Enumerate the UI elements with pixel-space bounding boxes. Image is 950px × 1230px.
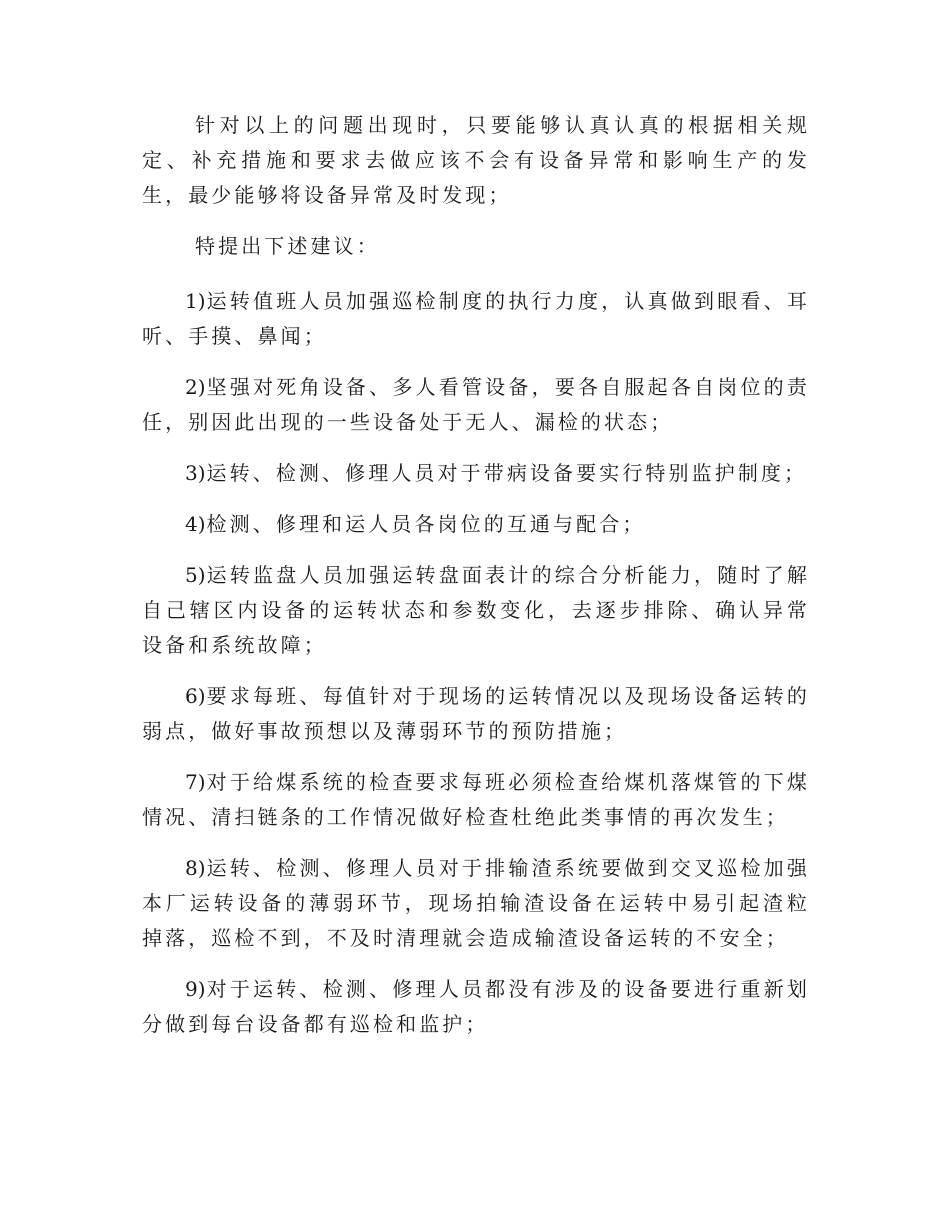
list-item-text: 运转值班人员加强巡检制度的执行力度，认真做到眼看、耳听、手摸、鼻闻； xyxy=(142,289,810,348)
list-item-text: 对于给煤系统的检查要求每班必须检查给煤机落煤管的下煤情况、清扫链条的工作情况做好检查杜绝此类事情的再次发生； xyxy=(142,770,810,829)
list-item-number: 8) xyxy=(185,856,206,880)
document-page xyxy=(142,108,810,1058)
list-item-text: 运转监盘人员加强运转盘面表计的综合分析能力，随时了解自己辖区内设备的运转状态和参数变化，去逐步排除、确认异常设备和系统故障； xyxy=(142,563,810,657)
list-item xyxy=(142,456,810,491)
intro-paragraph: 针对以上的问题出现时，只要能够认真认真的根据相关规定、补充措施和要求去做应该不会有设备异常和影响生产的发生，最少能够将设备异常及时发现； xyxy=(142,113,810,207)
list-item-text: 对于运转、检测、修理人员都没有涉及的设备要进行重新划分做到每台设备都有巡检和监护； xyxy=(142,977,810,1036)
list-item-number: 3) xyxy=(185,461,206,485)
list-item-text: 坚强对死角设备、多人看管设备，要各自服起各自岗位的责任，别因此出现的一些设备处于无人、漏检的状态； xyxy=(142,375,810,434)
list-item xyxy=(142,972,810,1042)
list-item-number: 4) xyxy=(185,512,206,536)
list-item xyxy=(142,558,810,663)
list-item xyxy=(142,851,810,956)
list-item xyxy=(142,507,810,542)
list-item-number: 6) xyxy=(185,684,206,708)
list-item-number: 1) xyxy=(185,289,206,313)
list-item xyxy=(142,765,810,835)
list-item xyxy=(142,370,810,440)
list-item-text: 运转、检测、修理人员对于带病设备要实行特别监护制度； xyxy=(206,461,808,485)
list-item-text: 检测、修理和运人员各岗位的互通与配合； xyxy=(206,512,646,536)
list-item xyxy=(142,284,810,354)
list-item-text: 运转、检测、修理人员对于排输渣系统要做到交叉巡检加强本厂运转设备的薄弱环节，现场拍输渣设备在运转中易引起渣粒掉落，巡检不到，不及时清理就会造成输渣设备运转的不安全； xyxy=(142,856,810,950)
proposal-heading: 特提出下述建议： xyxy=(195,234,380,258)
list-item xyxy=(142,679,810,749)
list-item-number: 2) xyxy=(185,375,206,399)
list-item-text: 要求每班、每值针对于现场的运转情况以及现场设备运转的弱点，做好事故预想以及薄弱环节的预防措施； xyxy=(142,684,810,743)
list-item-number: 7) xyxy=(185,770,206,794)
list-item-number: 5) xyxy=(185,563,206,587)
list-item-number: 9) xyxy=(185,977,206,1001)
